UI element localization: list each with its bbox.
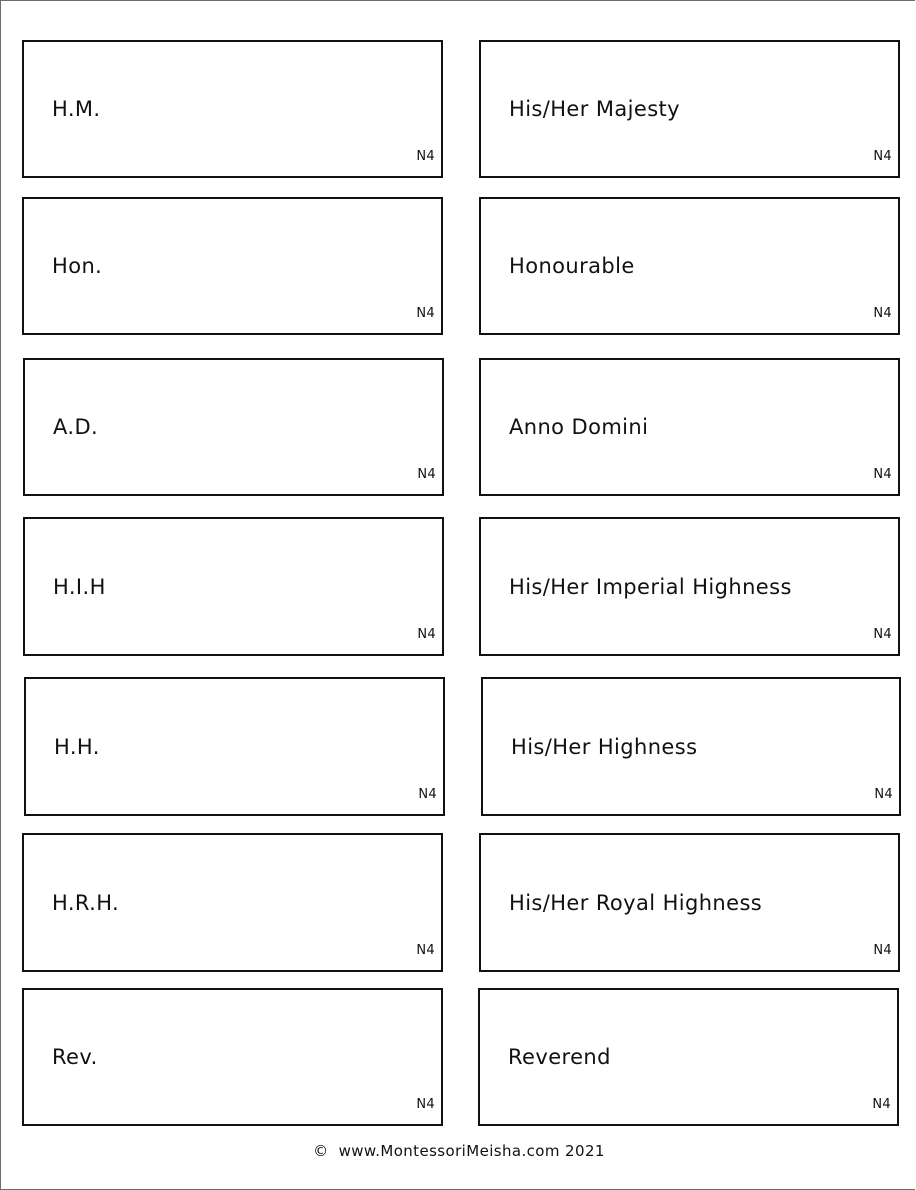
meaning-text: His/Her Highness bbox=[511, 734, 698, 759]
abbreviation-text: H.I.H bbox=[53, 574, 106, 599]
card-code: N4 bbox=[872, 1097, 891, 1112]
meaning-text: His/Her Royal Highness bbox=[509, 890, 763, 915]
footer-text: www.MontessoriMeisha.com 2021 bbox=[338, 1142, 605, 1160]
card-code: N4 bbox=[873, 467, 892, 482]
card-code: N4 bbox=[873, 306, 892, 321]
card-code: N4 bbox=[873, 627, 892, 642]
abbreviation-card bbox=[23, 358, 444, 496]
card-code: N4 bbox=[416, 149, 435, 164]
abbreviation-text: A.D. bbox=[53, 415, 99, 439]
abbreviation-card bbox=[22, 988, 443, 1126]
meaning-card bbox=[479, 40, 900, 178]
abbreviation-text: Hon. bbox=[52, 254, 103, 278]
card-code: N4 bbox=[416, 943, 435, 958]
meaning-text: His/Her Imperial Highness bbox=[509, 574, 792, 599]
card-code: N4 bbox=[416, 1097, 435, 1112]
card-code: N4 bbox=[874, 787, 893, 802]
meaning-text: Honourable bbox=[509, 254, 635, 278]
abbreviation-text: H.M. bbox=[52, 97, 101, 121]
abbreviation-card bbox=[22, 40, 443, 178]
abbreviation-card bbox=[23, 517, 444, 656]
card-code: N4 bbox=[417, 627, 436, 642]
abbreviation-text: Rev. bbox=[52, 1045, 98, 1069]
card-code: N4 bbox=[416, 306, 435, 321]
abbreviation-text: H.H. bbox=[54, 734, 100, 759]
meaning-text: Anno Domini bbox=[509, 415, 649, 439]
abbreviation-card bbox=[22, 833, 443, 972]
card-code: N4 bbox=[873, 943, 892, 958]
meaning-card bbox=[481, 677, 901, 816]
meaning-text: Reverend bbox=[508, 1045, 611, 1069]
abbreviation-card bbox=[24, 677, 445, 816]
copyright-footer bbox=[1, 1142, 916, 1160]
meaning-card bbox=[478, 988, 899, 1126]
card-code: N4 bbox=[873, 149, 892, 164]
meaning-text: His/Her Majesty bbox=[509, 97, 681, 121]
meaning-card bbox=[479, 197, 900, 335]
card-code: N4 bbox=[418, 787, 437, 802]
card-code: N4 bbox=[417, 467, 436, 482]
abbreviation-card bbox=[22, 197, 443, 335]
meaning-card bbox=[479, 833, 900, 972]
abbreviation-text: H.R.H. bbox=[52, 890, 120, 915]
copyright-icon: © bbox=[313, 1142, 329, 1160]
meaning-card bbox=[479, 358, 900, 496]
meaning-card bbox=[479, 517, 900, 656]
